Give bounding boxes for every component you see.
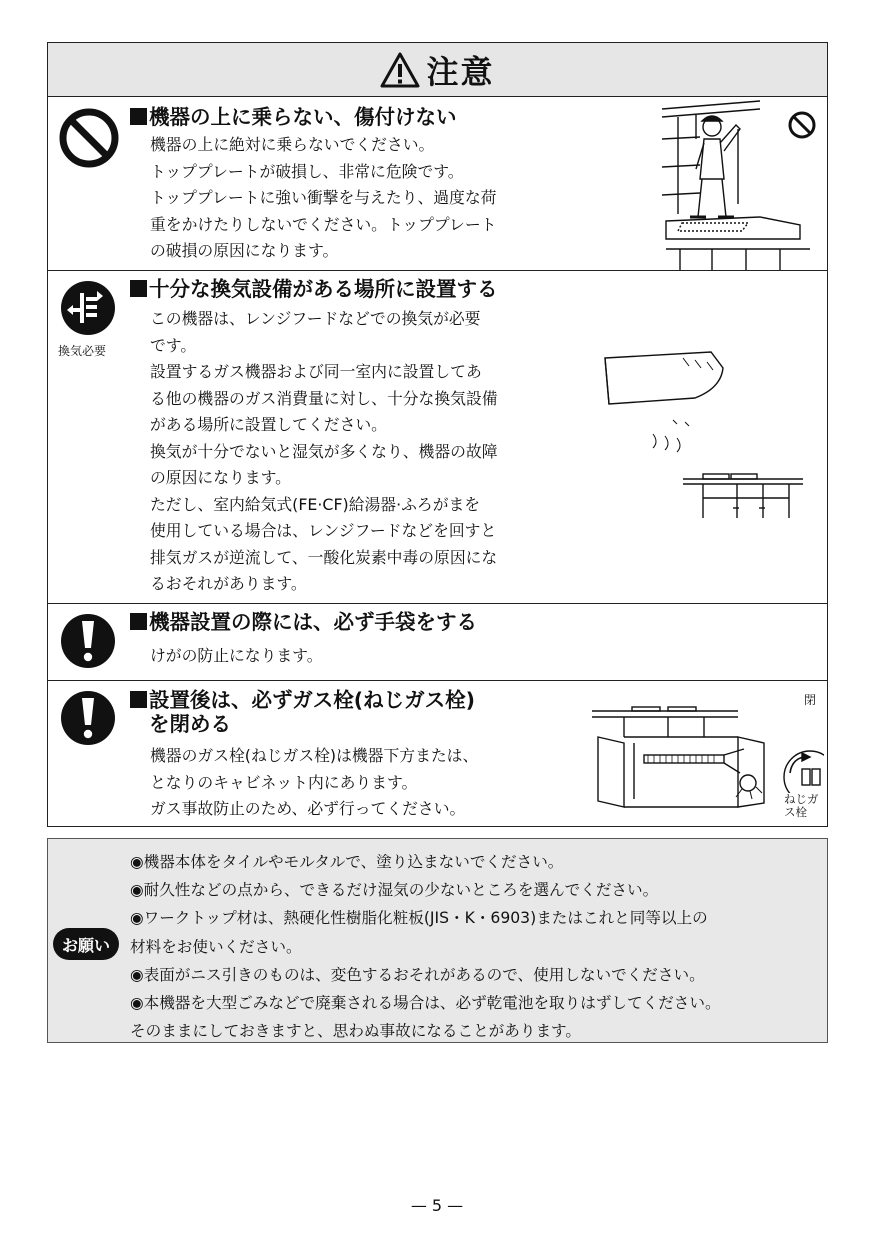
notes-box (47, 838, 828, 1043)
ventilation-icon (59, 279, 117, 337)
mandatory-action-icon (59, 612, 117, 670)
mandatory-action-icon (59, 689, 117, 747)
valve-label: ねじガス栓 (784, 793, 824, 819)
divider (48, 270, 827, 271)
caution-header (48, 43, 827, 97)
prohibited-icon (58, 107, 120, 169)
divider (48, 603, 827, 604)
divider (48, 680, 827, 681)
ventilation-label: 換気必要 (58, 344, 107, 358)
note-item: ◉ワークトップ材は、熱硬化性樹脂化粧板(JIS・K・6903)またはこれと同等以上の (130, 909, 708, 928)
note-item: 材料をお使いください。 (130, 937, 302, 956)
note-item: ◉表面がニス引きのものは、変色するおそれがあるので、使用しないでください。 (130, 965, 705, 984)
section-body-ventilation: この機器は、レンジフードなどでの換気が必要 です。 設置するガス機器および同一室内に設置してあ る他の機器のガス消費量に対し、十分な換気設備 がある場所に設置してください。 換気が十分でないと湿気が多くなり、機器の故障 の原因になります。 ただし、室内給気式(FE·CF)給湯器·ふろがまを 使用している場合は、レンジフードなどを回すと 排気ガスが逆流して、一酸化炭素中毒の原因にな るおそれがあります。 (150, 309, 498, 593)
warning-triangle-icon (380, 52, 420, 88)
request-badge: お願い (53, 928, 119, 960)
note-item: そのままにしておきますと、思わぬ事故になることがあります。 (130, 1022, 581, 1041)
section-title-gloves: 機器設置の際には、必ず手袋をする (130, 610, 477, 634)
caution-title: 注意 (426, 52, 495, 91)
notes-list (130, 848, 721, 1045)
range-hood-illustration (603, 348, 803, 518)
section-title-ventilation: 十分な換気設備がある場所に設置する (130, 277, 498, 301)
section-title-no-standing: 機器の上に乗らない、傷付けない (130, 105, 457, 129)
person-standing-on-appliance-illustration (660, 99, 820, 271)
section-body-no-standing: 機器の上に絶対に乗らないでください。 トッププレートが破損し、非常に危険です。 トッププレートに強い衝撃を与えたり、過度な荷 重をかけたりしないでください。トッププレート の破損の原因になります。 (150, 135, 497, 260)
note-item: ◉本機器を大型ごみなどで廃棄される場合は、必ず乾電池を取りはずしてください。 (130, 993, 721, 1012)
prohibited-small-icon (790, 113, 814, 137)
section-title-close-gas-valve: 設置後は、必ずガス栓(ねじガス栓) を閉める (130, 688, 475, 736)
section-body-close-gas-valve: 機器のガス栓(ねじガス栓)は機器下方または、 となりのキャビネット内にあります。 ガス事故防止のため、必ず行ってください。 (150, 746, 479, 818)
note-item: ◉機器本体をタイルやモルタルで、塗り込まないでください。 (130, 853, 564, 871)
close-label: 閉 (804, 693, 817, 707)
caution-box (47, 42, 828, 827)
page-number: — 5 — (410, 1196, 464, 1215)
section-body-gloves: けがの防止になります。 (150, 646, 323, 665)
note-item: ◉耐久性などの点から、できるだけ湿気の少ないところを選んでください。 (130, 881, 659, 900)
gas-valve-illustration (588, 693, 824, 819)
